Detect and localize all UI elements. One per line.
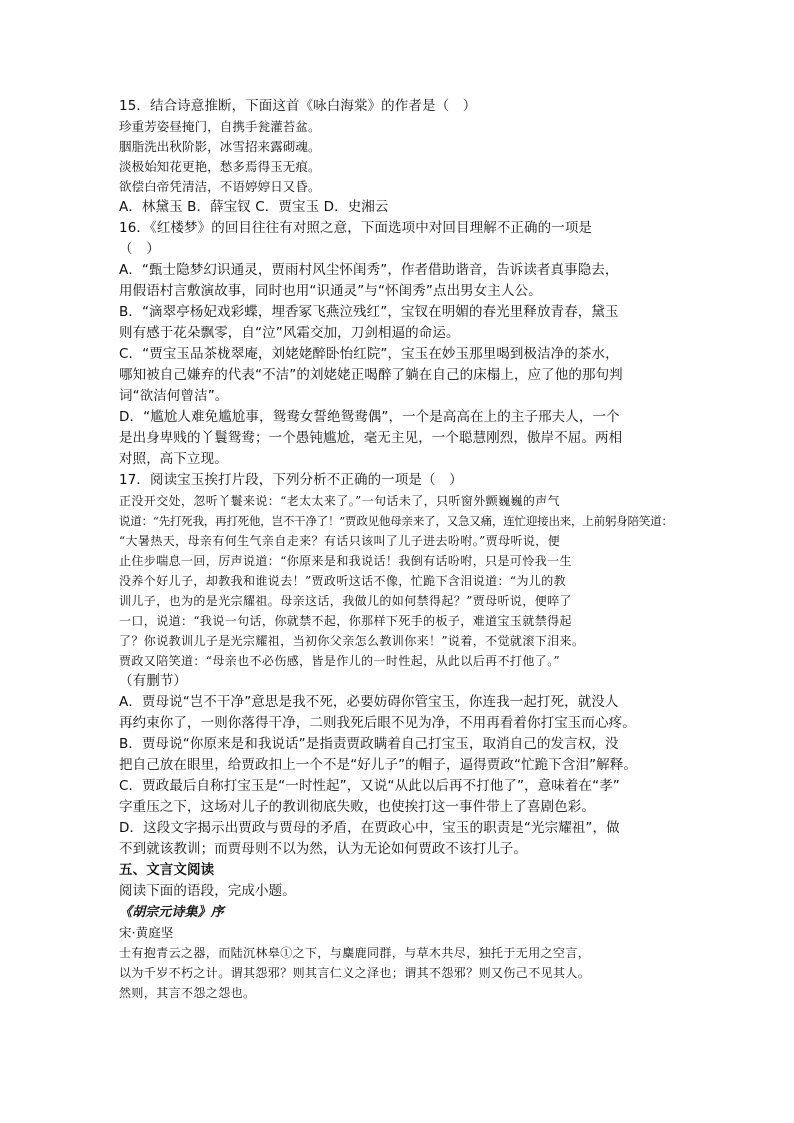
q15-poem-line: 欲偿白帝凭清洁，不语婷婷日又昏。 (119, 179, 321, 194)
q17-passage-line: 正没开交处，忽听丫鬟来说：“老太太来了。”一句话未了，只听窗外颤巍巍的声气 (119, 494, 561, 508)
q16-option-line: 用假语村言敷演故事，同时也用“识通灵”与“怀闺秀”点出男女主人公。 (119, 283, 542, 299)
q16-option-line: 则有感于花朵飘零，自“泣”风霜交加，刀剑相逼的命运。 (119, 325, 460, 341)
q17-option-line: 不到就该教训；而贾母则不以为然，认为无论如何贾政不该打儿子。 (119, 841, 527, 857)
q16-option-line: 对照，高下立现。 (119, 451, 228, 467)
q17-passage-line: 说道：“先打死我，再打死他，岂不干净了！”贾政见他母亲来了，又急又痛，连忙迎接出来，上前躬身陪笑道： (119, 514, 673, 528)
q15-options: A．林黛玉 B．薛宝钗 C．贾宝玉 D．史湘云 (119, 199, 389, 215)
q17-option-line: B．贾母说“你原来是和我说话”是指责贾政瞒着自己打宝玉，取消自己的发言权，没 (119, 736, 619, 752)
q17-option-line: A．贾母说“岂不干净”意思是我不死，必要妨碍你管宝玉，你连我一起打死，就没人 (119, 694, 619, 710)
q17-passage-line: 训儿子，也为的是光宗耀祖。母亲这话，我做儿的如何禁得起？”贾母听说，便啐了 (119, 594, 572, 608)
q16-option-line: D．“尴尬人难免尴尬事，鸳鸯女誓绝鸳鸯偶”，一个是高高在上的主子邢夫人，一个 (119, 409, 620, 425)
q16-option-line: 哪知被自己嫌弃的代表“不洁”的刘姥姥正喝醉了躺在自己的床榻上，应了他的那句判 (119, 367, 623, 383)
q17-passage-line: 一口，说道：“我说一句话，你就禁不起，你那样下死手的板子，难道宝玉就禁得起 (119, 614, 572, 628)
q15-poem-line: 胭脂洗出秋阶影，冰雪招来露砌魂。 (119, 139, 321, 154)
q17-option-line: D．这段文字揭示出贾政与贾母的矛盾，在贾政心中，宝玉的职责是“光宗耀祖”，做 (119, 820, 620, 836)
q16-question: 16．《红楼梦》的回目往往有对照之意，下面选项中对回目理解不正确的一项是 (119, 220, 593, 236)
q17-passage-line: 了？你说教训儿子是光宗耀祖，当初你父亲怎么教训你来！”说着，不觉就滚下泪来。 (119, 634, 585, 648)
q16-option-line: C．“贾宝玉品茶栊翠庵，刘姥姥醉卧怡红院”，宝玉在妙玉那里喝到极洁净的茶水， (119, 346, 619, 362)
q16-paren: （ ） (119, 241, 160, 257)
q17-passage-line: 止住步喘息一回，厉声说道：“你原来是和我说话！我倒有话吩咐，只是可怜我一生 (119, 554, 572, 568)
exam-page (119, 96, 679, 1003)
section-instruction: 阅读下面的语段，完成小题。 (119, 883, 296, 899)
q17-option-line: C．贾政最后自称打宝玉是“一时性起”，又说“从此以后再不打他了”，意味着在“孝” (119, 778, 620, 794)
q17-passage-line: “大暑热天，母亲有何生气亲自走来？有话只该叫了儿子进去吩咐。”贾母听说，便 (119, 534, 561, 548)
q16-option-line: 是出身卑贱的丫鬟鸳鸯；一个愚钝尴尬，毫无主见，一个聪慧刚烈，傲岸不屈。两相 (119, 430, 623, 446)
q16-option-line: 词“欲洁何曾洁”。 (119, 388, 229, 404)
q16-option-line: A．“甄士隐梦幻识通灵，贾雨村风尘怀闺秀”，作者借助谐音，告诉读者真事隐去， (119, 262, 619, 278)
classical-text-author: 宋·黄庭坚 (119, 925, 174, 940)
section-heading: 五、文言文阅读 (119, 862, 215, 878)
classical-text-line: 士有抱青云之器，而陆沉林皋①之下，与麋鹿同群，与草木共尽，独托于无用之空言， (119, 946, 591, 960)
q17-note: （有删节） (119, 673, 187, 689)
q15-poem-line: 淡极始知花更艳，愁多焉得玉无痕。 (119, 159, 321, 174)
q17-passage-line: 没养个好儿子，却教我和谁说去！”贾政听这话不像，忙跪下含泪说道：“为儿的教 (119, 574, 567, 588)
q17-question: 17．阅读宝玉挨打片段，下列分析不正确的一项是（ ） (119, 472, 463, 488)
q15-poem-line: 珍重芳姿昼掩门，自携手瓮灌苔盆。 (119, 119, 321, 134)
q17-option-line: 再约束你了，一则你落得干净，二则我死后眼不见为净，不用再看着你打宝玉而心疼。 (119, 715, 636, 731)
q16-option-line: B．“滴翠亭杨妃戏彩蝶，埋香冢飞燕泣残红”，宝钗在明媚的春光里释放青春，黛玉 (119, 304, 619, 320)
q15-question: 15．结合诗意推断，下面这首《咏白海棠》的作者是（ ） (119, 98, 477, 114)
classical-text-line: 然则，其言不怨之怨也。 (119, 986, 256, 1000)
classical-text-line: 以为千岁不朽之计。谓其怨邪？则其言仁义之泽也；谓其不怨邪？则又伤己不见其人。 (119, 966, 591, 980)
q17-passage-line: 贾政又陪笑道：“母亲也不必伤感，皆是作儿的一时性起，从此以后再不打他了。” (119, 654, 561, 668)
q17-option-line: 字重压之下，这场对儿子的教训彻底失败，也使挨打这一事件带上了喜剧色彩。 (119, 799, 595, 815)
q17-option-line: 把自己放在眼里，给贾政扣上一个不是“好儿子”的帽子，逼得贾政“忙跪下含泪”解释。 (119, 757, 637, 773)
classical-text-title: 《胡宗元诗集》序 (119, 905, 224, 920)
